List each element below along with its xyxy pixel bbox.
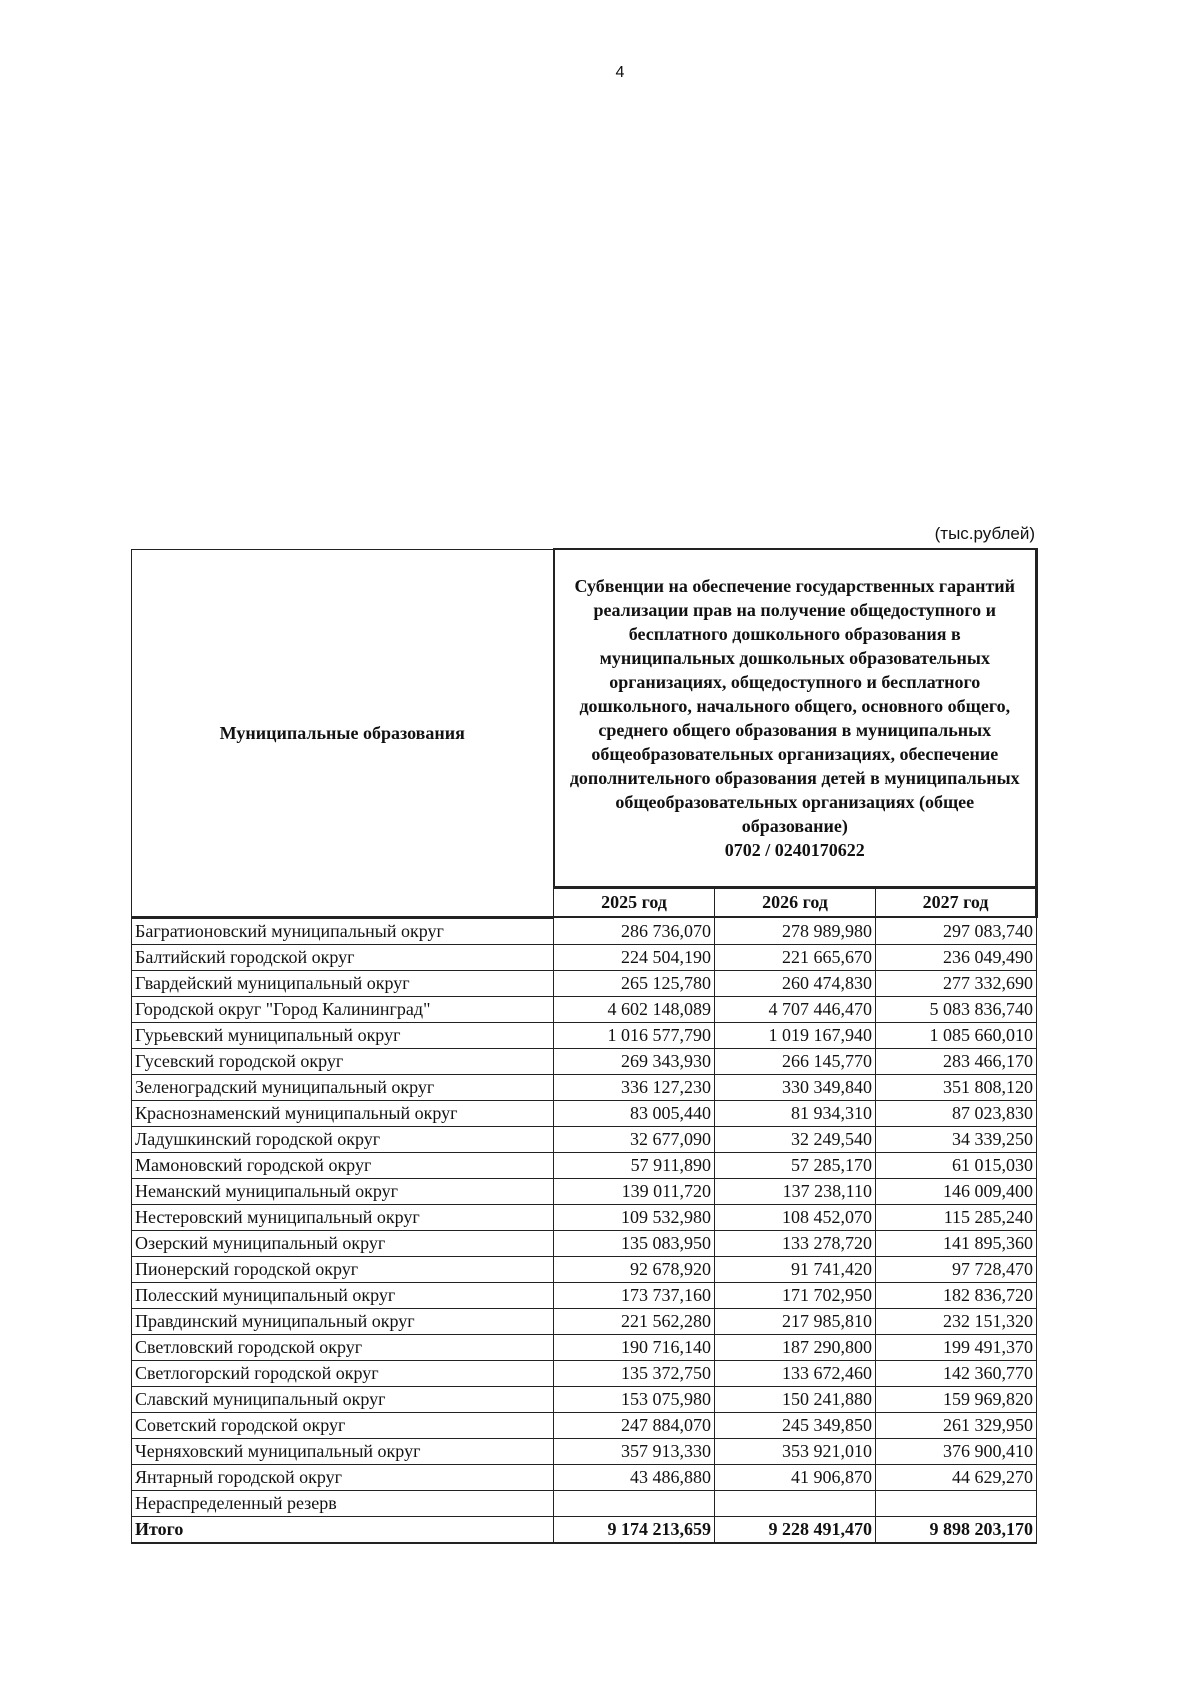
municipality-name: Гусевский городской округ — [132, 1048, 554, 1074]
table-row — [132, 944, 1037, 970]
municipality-name: Светловский городской округ — [132, 1334, 554, 1360]
value-2025: 57 911,890 — [554, 1152, 715, 1178]
value-2026: 91 741,420 — [715, 1256, 876, 1282]
value-2027: 61 015,030 — [876, 1152, 1037, 1178]
municipality-name: Балтийский городской округ — [132, 944, 554, 970]
value-2026: 32 249,540 — [715, 1126, 876, 1152]
table-row — [132, 917, 1037, 944]
municipality-name: Гвардейский муниципальный округ — [132, 970, 554, 996]
value-2026: 266 145,770 — [715, 1048, 876, 1074]
value-2026: 108 452,070 — [715, 1204, 876, 1230]
value-2026: 245 349,850 — [715, 1412, 876, 1438]
value-2027: 97 728,470 — [876, 1256, 1037, 1282]
municipality-name: Черняховский муниципальный округ — [132, 1438, 554, 1464]
municipality-name: Городской округ "Город Калининград" — [132, 996, 554, 1022]
municipality-name: Зеленоградский муниципальный округ — [132, 1074, 554, 1100]
header-subvention-text: Субвенции на обеспечение государственных гарантий реализации прав на получение общедоступного и бесплатного дошкольного образования в муниципальных дошкольных образовательных организациях, общедоступного и бесплатного дошкольного, начального общего, основного общего, среднего общего образования в муниципальных общеобразовательных организациях, обеспечение дополнительного образования детей в муниципальных общеобразовательных организациях (общее образование) — [569, 575, 1020, 836]
total-2027: 9 898 203,170 — [876, 1516, 1037, 1543]
value-2027: 351 808,120 — [876, 1074, 1037, 1100]
value-2025: 173 737,160 — [554, 1282, 715, 1308]
total-2026: 9 228 491,470 — [715, 1516, 876, 1543]
table-row — [132, 1386, 1037, 1412]
municipality-name: Светлогорский городской округ — [132, 1360, 554, 1386]
table-row — [132, 1490, 1037, 1516]
value-2025: 1 016 577,790 — [554, 1022, 715, 1048]
value-2025: 224 504,190 — [554, 944, 715, 970]
table-row — [132, 1230, 1037, 1256]
table-row — [132, 1048, 1037, 1074]
value-2026: 278 989,980 — [715, 917, 876, 944]
value-2027: 182 836,720 — [876, 1282, 1037, 1308]
value-2025: 83 005,440 — [554, 1100, 715, 1126]
header-year-2025: 2025 год — [554, 887, 715, 917]
value-2025: 336 127,230 — [554, 1074, 715, 1100]
value-2026: 330 349,840 — [715, 1074, 876, 1100]
table-row — [132, 1126, 1037, 1152]
total-row — [132, 1516, 1037, 1543]
municipality-name: Ладушкинский городской округ — [132, 1126, 554, 1152]
municipality-name: Славский муниципальный округ — [132, 1386, 554, 1412]
value-2026: 260 474,830 — [715, 970, 876, 996]
table-row — [132, 1282, 1037, 1308]
municipality-name: Багратионовский муниципальный округ — [132, 917, 554, 944]
value-2025: 32 677,090 — [554, 1126, 715, 1152]
value-2027: 146 009,400 — [876, 1178, 1037, 1204]
value-2026: 1 019 167,940 — [715, 1022, 876, 1048]
table-row — [132, 1360, 1037, 1386]
value-2026: 81 934,310 — [715, 1100, 876, 1126]
value-2027: 232 151,320 — [876, 1308, 1037, 1334]
value-2027: 199 491,370 — [876, 1334, 1037, 1360]
municipality-name: Янтарный городской округ — [132, 1464, 554, 1490]
value-2026: 353 921,010 — [715, 1438, 876, 1464]
table-row — [132, 1152, 1037, 1178]
value-2027: 236 049,490 — [876, 944, 1037, 970]
municipality-name: Советский городской округ — [132, 1412, 554, 1438]
municipality-name: Мамоновский городской округ — [132, 1152, 554, 1178]
value-2026: 133 278,720 — [715, 1230, 876, 1256]
value-2027: 34 339,250 — [876, 1126, 1037, 1152]
table-row — [132, 1022, 1037, 1048]
table-row — [132, 1074, 1037, 1100]
value-2027: 283 466,170 — [876, 1048, 1037, 1074]
value-2027: 115 285,240 — [876, 1204, 1037, 1230]
value-2027: 261 329,950 — [876, 1412, 1037, 1438]
municipality-name: Нестеровский муниципальный округ — [132, 1204, 554, 1230]
table-row — [132, 1334, 1037, 1360]
value-2025: 247 884,070 — [554, 1412, 715, 1438]
municipality-name: Озерский муниципальный округ — [132, 1230, 554, 1256]
value-2027: 142 360,770 — [876, 1360, 1037, 1386]
table-header-row — [132, 549, 1037, 887]
municipality-name: Неманский муниципальный округ — [132, 1178, 554, 1204]
header-subvention-title — [554, 549, 1037, 887]
value-2027: 87 023,830 — [876, 1100, 1037, 1126]
value-2025: 286 736,070 — [554, 917, 715, 944]
header-year-2026: 2026 год — [715, 887, 876, 917]
value-2025: 153 075,980 — [554, 1386, 715, 1412]
value-2026: 217 985,810 — [715, 1308, 876, 1334]
table-row — [132, 1100, 1037, 1126]
municipality-name: Правдинский муниципальный округ — [132, 1308, 554, 1334]
table-row — [132, 1308, 1037, 1334]
header-year-2027: 2027 год — [876, 887, 1037, 917]
value-2027: 376 900,410 — [876, 1438, 1037, 1464]
value-2026: 57 285,170 — [715, 1152, 876, 1178]
table-row — [132, 1178, 1037, 1204]
municipality-name: Полесский муниципальный округ — [132, 1282, 554, 1308]
header-municipalities: Муниципальные образования — [132, 549, 554, 917]
value-2026: 4 707 446,470 — [715, 996, 876, 1022]
value-2025: 135 083,950 — [554, 1230, 715, 1256]
value-2025: 135 372,750 — [554, 1360, 715, 1386]
value-2025: 269 343,930 — [554, 1048, 715, 1074]
value-2025: 265 125,780 — [554, 970, 715, 996]
value-2026: 41 906,870 — [715, 1464, 876, 1490]
value-2027: 159 969,820 — [876, 1386, 1037, 1412]
value-2027: 1 085 660,010 — [876, 1022, 1037, 1048]
value-2026: 133 672,460 — [715, 1360, 876, 1386]
table-row — [132, 1412, 1037, 1438]
value-2025: 92 678,920 — [554, 1256, 715, 1282]
value-2025 — [554, 1490, 715, 1516]
page-number: 4 — [615, 64, 625, 81]
table-row — [132, 1464, 1037, 1490]
value-2025: 190 716,140 — [554, 1334, 715, 1360]
table-row — [132, 1204, 1037, 1230]
table-row — [132, 996, 1037, 1022]
municipality-name: Краснознаменский муниципальный округ — [132, 1100, 554, 1126]
header-budget-code: 0702 / 0240170622 — [724, 839, 865, 860]
value-2025: 43 486,880 — [554, 1464, 715, 1490]
value-2026: 221 665,670 — [715, 944, 876, 970]
value-2027: 141 895,360 — [876, 1230, 1037, 1256]
table-row — [132, 1438, 1037, 1464]
value-2025: 109 532,980 — [554, 1204, 715, 1230]
value-2025: 221 562,280 — [554, 1308, 715, 1334]
value-2026: 150 241,880 — [715, 1386, 876, 1412]
value-2026 — [715, 1490, 876, 1516]
total-label: Итого — [132, 1516, 554, 1543]
value-2026: 137 238,110 — [715, 1178, 876, 1204]
value-2025: 4 602 148,089 — [554, 996, 715, 1022]
value-2026: 171 702,950 — [715, 1282, 876, 1308]
value-2025: 139 011,720 — [554, 1178, 715, 1204]
value-2027: 277 332,690 — [876, 970, 1037, 996]
table-row — [132, 1256, 1037, 1282]
municipality-name: Пионерский городской округ — [132, 1256, 554, 1282]
municipality-name: Нераспределенный резерв — [132, 1490, 554, 1516]
value-2027: 297 083,740 — [876, 917, 1037, 944]
value-2027 — [876, 1490, 1037, 1516]
value-2027: 44 629,270 — [876, 1464, 1037, 1490]
units-note: (тыс.рублей) — [934, 524, 1035, 543]
value-2027: 5 083 836,740 — [876, 996, 1037, 1022]
table-row — [132, 970, 1037, 996]
value-2026: 187 290,800 — [715, 1334, 876, 1360]
subventions-table — [131, 548, 1038, 1544]
municipality-name: Гурьевский муниципальный округ — [132, 1022, 554, 1048]
total-2025: 9 174 213,659 — [554, 1516, 715, 1543]
value-2025: 357 913,330 — [554, 1438, 715, 1464]
